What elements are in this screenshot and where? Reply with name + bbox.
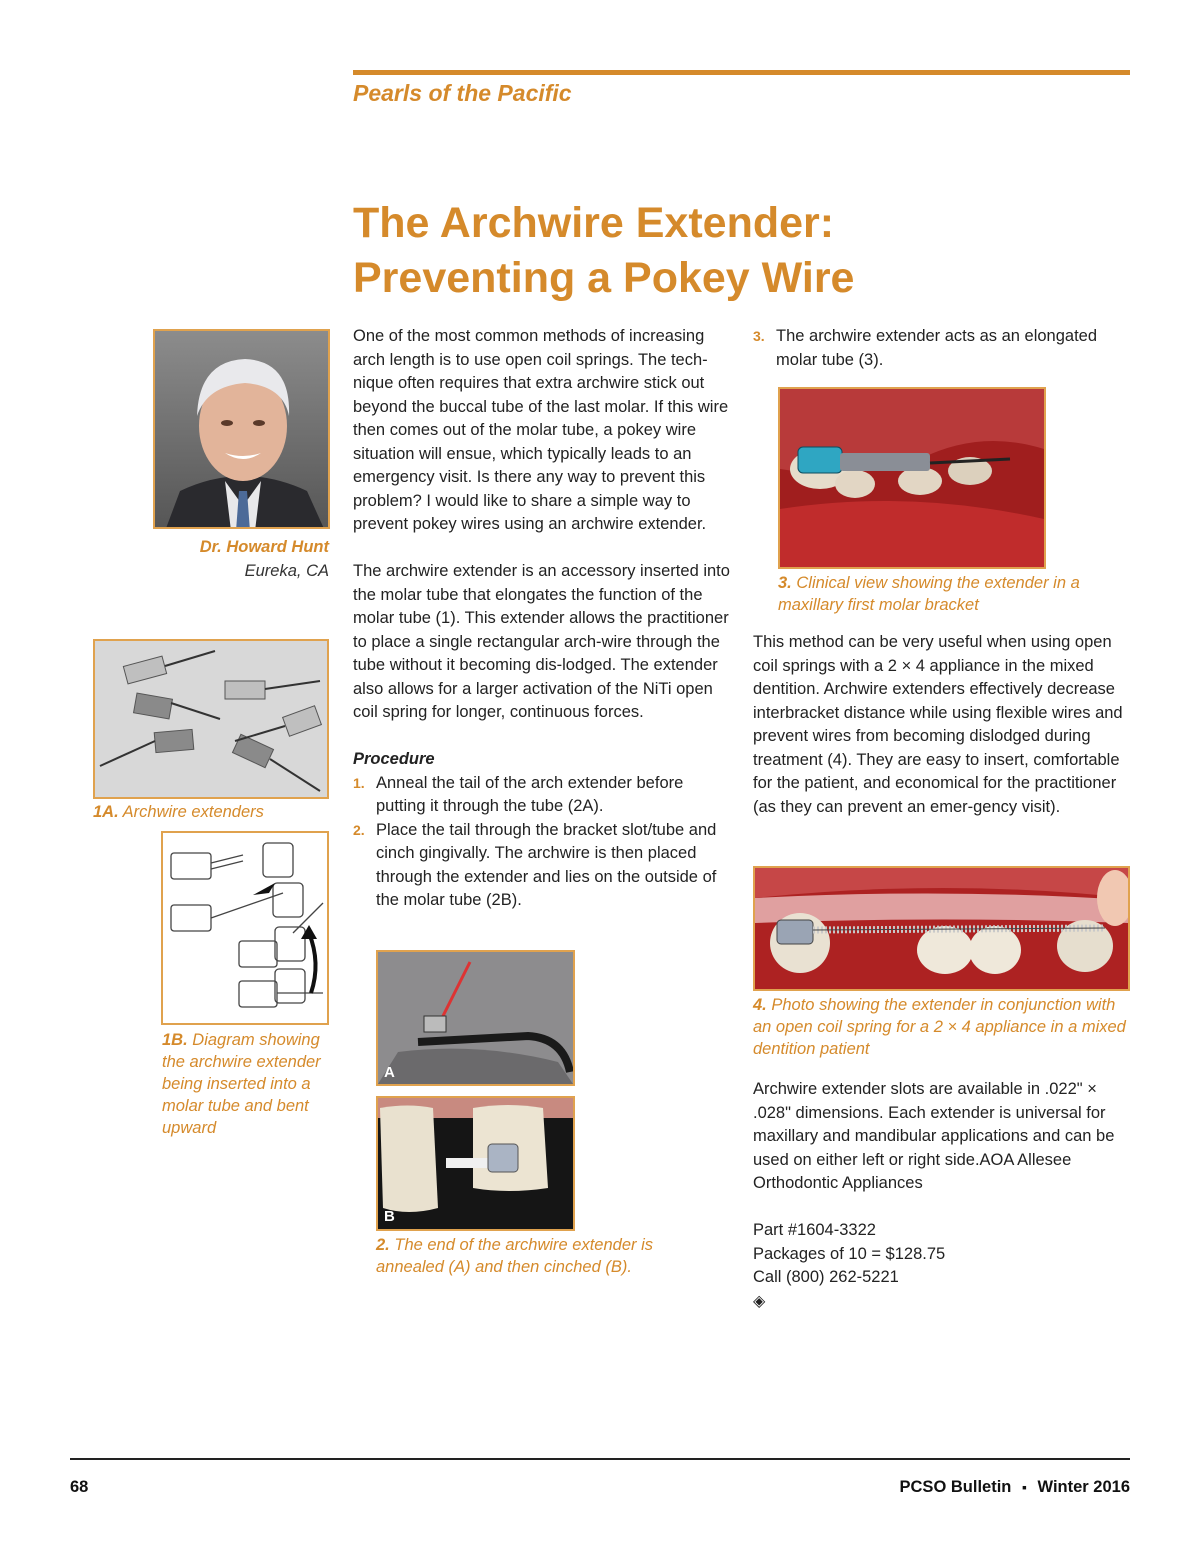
section-title: Pearls of the Pacific bbox=[353, 80, 572, 106]
procedure-steps bbox=[353, 772, 733, 913]
author-name: Dr. Howard Hunt bbox=[199, 538, 329, 556]
phone-number: Call (800) 262-5221 bbox=[753, 1268, 899, 1286]
description-paragraph: The archwire extender is an accessory inserted into the molar tube that elongates the function of the molar tube (1). This extender allows the practitioner to place a single rectangular arch-wire through the tube without it becoming dis-lodged. The extender also allows for a larger activation of the NiTi open coil spring for longer, continuous forces. bbox=[353, 562, 730, 721]
figure-3-photo bbox=[778, 387, 1046, 569]
step-text: The archwire extender acts as an elongated molar tube (3). bbox=[776, 327, 1098, 369]
figure-1a-photo bbox=[93, 639, 329, 799]
part-number: Part #1604-3322 bbox=[753, 1221, 876, 1239]
figure-4-text: Photo showing the extender in conjunction with an open coil spring for a 2 × 4 appliance in a mixed dentition patient bbox=[753, 996, 1126, 1058]
column-1 bbox=[353, 325, 733, 913]
figure-4-caption bbox=[753, 994, 1130, 1060]
footer-rule bbox=[70, 1458, 1130, 1460]
figure-2b-label: B bbox=[384, 1208, 395, 1225]
figure-1b-text: Diagram showing the archwire extender being inserted into a molar tube and bent upward bbox=[162, 1031, 321, 1137]
separator-icon: ▪ bbox=[1021, 1479, 1027, 1495]
figure-2-number: 2. bbox=[376, 1236, 390, 1254]
end-mark-icon: ◈ bbox=[753, 1292, 766, 1310]
procedure-step bbox=[353, 772, 733, 819]
figure-2b-photo bbox=[376, 1096, 575, 1231]
figure-1b-caption bbox=[162, 1029, 332, 1139]
figure-2-text: The end of the archwire extender is annealed (A) and then cinched (B). bbox=[376, 1236, 654, 1276]
page-number: 68 bbox=[70, 1478, 89, 1496]
figure-1b-diagram bbox=[161, 831, 329, 1025]
procedure-steps-continued bbox=[753, 325, 1128, 372]
figure-1b-number: 1B. bbox=[162, 1031, 188, 1049]
author-byline bbox=[150, 535, 329, 583]
issue-date: Winter 2016 bbox=[1037, 1478, 1130, 1496]
method-paragraph: This method can be very useful when using open coil springs with a 2 × 4 appliance in the mixed dentition. Archwire extenders effectively decrease interbracket distance while using flexible wires and prevent wires from becoming dislodged during treatment (4). They are easy to insert, comfortable for the patient, and economical for the practitioner (as they can prevent an emer-gency visit). bbox=[753, 633, 1123, 816]
title-line-1: The Archwire Extender: bbox=[353, 199, 835, 247]
figure-4-photo bbox=[753, 866, 1130, 991]
publication-name: PCSO Bulletin bbox=[899, 1478, 1012, 1496]
figure-2a-label: A bbox=[384, 1064, 395, 1081]
figure-3-caption bbox=[778, 572, 1118, 616]
procedure-step bbox=[753, 325, 1128, 372]
ordering-info bbox=[753, 1219, 1133, 1313]
title-line-2: Preventing a Pokey Wire bbox=[353, 254, 855, 302]
package-price: Packages of 10 = $128.75 bbox=[753, 1244, 946, 1263]
figure-1a-caption bbox=[93, 801, 333, 823]
author-photo bbox=[153, 329, 330, 529]
step-number: 3. bbox=[753, 328, 765, 344]
procedure-step bbox=[353, 819, 733, 913]
availability-paragraph: Archwire extender slots are available in .022" × .028" dimensions. Each extender is universal for maxillary and mandibular applications and can be used on either left or right side.AOA Allesee Orthodontic Appliances bbox=[753, 1080, 1115, 1192]
column-2-step3 bbox=[753, 325, 1128, 372]
author-location: Eureka, CA bbox=[244, 562, 329, 580]
figure-2-caption bbox=[376, 1234, 676, 1278]
figure-1a-number: 1A. bbox=[93, 803, 119, 821]
figure-1a-text: Archwire extenders bbox=[122, 803, 264, 821]
step-text: Anneal the tail of the arch extender before putting it through the tube (2A). bbox=[376, 773, 684, 815]
procedure-heading: Procedure bbox=[353, 750, 435, 768]
publication-info bbox=[900, 1478, 1130, 1497]
step-number: 2. bbox=[353, 821, 365, 838]
figure-4-number: 4. bbox=[753, 996, 767, 1014]
step-number: 1. bbox=[353, 774, 365, 791]
figure-2a-photo bbox=[376, 950, 575, 1086]
step-text: Place the tail through the bracket slot/tube and cinch gingivally. The archwire is then placed through the extender and lies on the outside of the molar tube (2B). bbox=[376, 820, 717, 909]
intro-paragraph: One of the most common methods of increasing arch length is to use open coil springs. The tech-nique often requires that extra archwire stick out beyond the buccal tube of the last molar. If this wire then comes out of the molar tube, a pokey wire situation will ensue, which typically leads to an emergency visit. Is there any way to prevent this problem? I would like to share a simple way to prevent pokey wires using an archwire extender. bbox=[353, 327, 729, 533]
article-title bbox=[353, 196, 1113, 306]
figure-3-text: Clinical view showing the extender in a maxillary first molar bracket bbox=[778, 574, 1080, 614]
header-rule bbox=[353, 70, 1130, 75]
figure-3-number: 3. bbox=[778, 574, 792, 592]
